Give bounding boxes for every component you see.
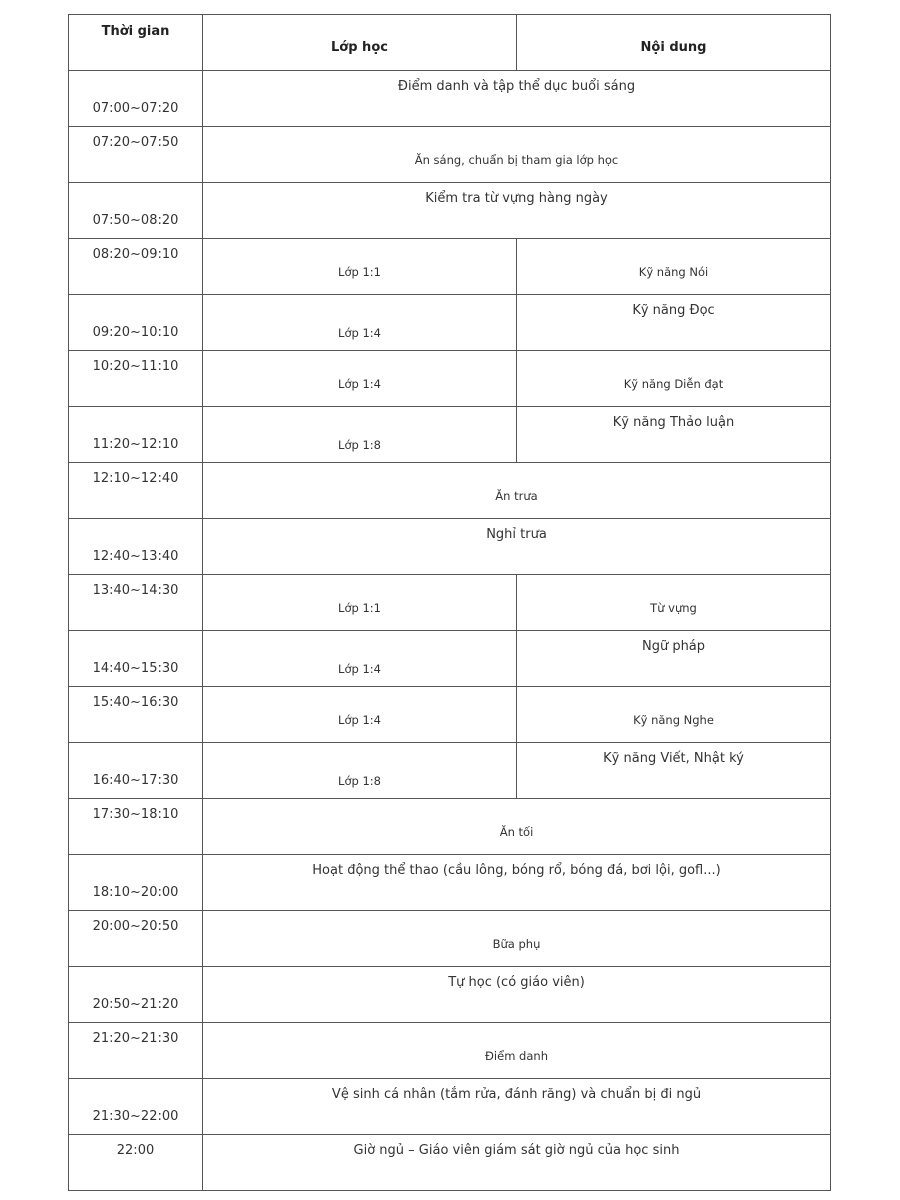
time-cell: 16:40~17:30 (69, 743, 203, 799)
content-cell: Kỹ năng Đọc (517, 295, 831, 351)
merged-cell: Ăn tối (203, 799, 831, 855)
table-row (69, 239, 831, 295)
header-class: Lớp học (203, 15, 517, 71)
time-cell: 11:20~12:10 (69, 407, 203, 463)
time-cell: 18:10~20:00 (69, 855, 203, 911)
table-row (69, 183, 831, 239)
content-cell: Kỹ năng Diễn đạt (517, 351, 831, 407)
content-cell: Kỹ năng Thảo luận (517, 407, 831, 463)
time-cell: 20:00~20:50 (69, 911, 203, 967)
table-row (69, 575, 831, 631)
table-row (69, 1079, 831, 1135)
table-row (69, 407, 831, 463)
table-row (69, 687, 831, 743)
table-row (69, 967, 831, 1023)
class-cell: Lớp 1:1 (203, 239, 517, 295)
table-row (69, 631, 831, 687)
content-cell: Kỹ năng Nghe (517, 687, 831, 743)
merged-cell: Nghỉ trưa (203, 519, 831, 575)
time-cell: 20:50~21:20 (69, 967, 203, 1023)
table-row (69, 71, 831, 127)
time-cell: 09:20~10:10 (69, 295, 203, 351)
schedule-table (68, 14, 831, 1191)
time-cell: 17:30~18:10 (69, 799, 203, 855)
time-cell: 07:20~07:50 (69, 127, 203, 183)
time-cell: 15:40~16:30 (69, 687, 203, 743)
merged-cell: Điểm danh (203, 1023, 831, 1079)
table-row (69, 127, 831, 183)
header-row (69, 15, 831, 71)
time-cell: 13:40~14:30 (69, 575, 203, 631)
time-cell: 08:20~09:10 (69, 239, 203, 295)
class-cell: Lớp 1:4 (203, 687, 517, 743)
table-row (69, 799, 831, 855)
table-row (69, 855, 831, 911)
content-cell: Kỹ năng Nói (517, 239, 831, 295)
table-row (69, 295, 831, 351)
time-cell: 14:40~15:30 (69, 631, 203, 687)
table-row (69, 1023, 831, 1079)
content-cell: Kỹ năng Viết, Nhật ký (517, 743, 831, 799)
class-cell: Lớp 1:4 (203, 631, 517, 687)
time-cell: 12:40~13:40 (69, 519, 203, 575)
table-row (69, 519, 831, 575)
merged-cell: Tự học (có giáo viên) (203, 967, 831, 1023)
time-cell: 07:50~08:20 (69, 183, 203, 239)
header-time: Thời gian (69, 15, 203, 71)
table-row (69, 351, 831, 407)
time-cell: 10:20~11:10 (69, 351, 203, 407)
merged-cell: Hoạt động thể thao (cầu lông, bóng rổ, bóng đá, bơi lội, gofl...) (203, 855, 831, 911)
time-cell: 07:00~07:20 (69, 71, 203, 127)
time-cell: 21:20~21:30 (69, 1023, 203, 1079)
time-cell: 22:00 (69, 1135, 203, 1191)
content-cell: Từ vựng (517, 575, 831, 631)
merged-cell: Vệ sinh cá nhân (tắm rửa, đánh răng) và chuẩn bị đi ngủ (203, 1079, 831, 1135)
class-cell: Lớp 1:8 (203, 407, 517, 463)
merged-cell: Kiểm tra từ vựng hàng ngày (203, 183, 831, 239)
table-row (69, 911, 831, 967)
merged-cell: Ăn trưa (203, 463, 831, 519)
merged-cell: Bữa phụ (203, 911, 831, 967)
table-row (69, 1135, 831, 1191)
time-cell: 21:30~22:00 (69, 1079, 203, 1135)
table-row (69, 743, 831, 799)
merged-cell: Giờ ngủ – Giáo viên giám sát giờ ngủ của học sinh (203, 1135, 831, 1191)
table-row (69, 463, 831, 519)
class-cell: Lớp 1:4 (203, 351, 517, 407)
content-cell: Ngữ pháp (517, 631, 831, 687)
merged-cell: Ăn sáng, chuẩn bị tham gia lớp học (203, 127, 831, 183)
merged-cell: Điểm danh và tập thể dục buổi sáng (203, 71, 831, 127)
class-cell: Lớp 1:4 (203, 295, 517, 351)
time-cell: 12:10~12:40 (69, 463, 203, 519)
class-cell: Lớp 1:1 (203, 575, 517, 631)
class-cell: Lớp 1:8 (203, 743, 517, 799)
header-content: Nội dung (517, 15, 831, 71)
